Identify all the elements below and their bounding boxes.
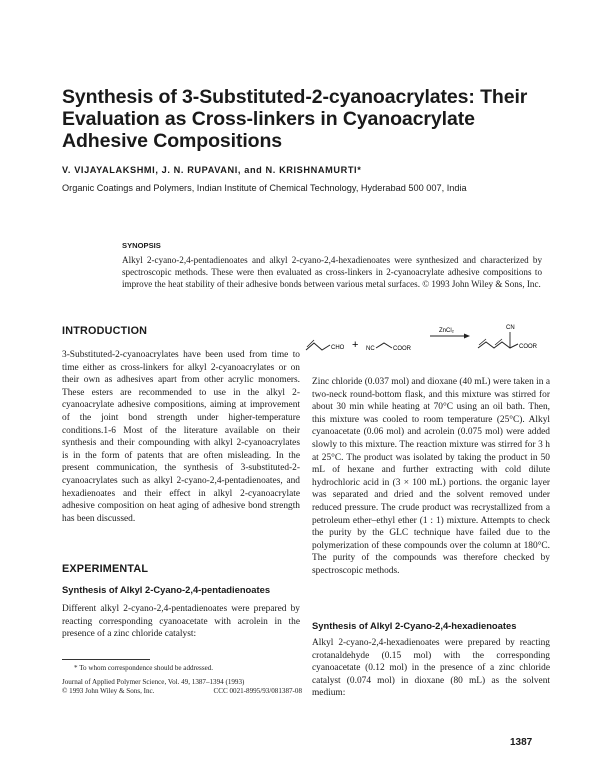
catalyst-label: ZnCl₂ [439,328,454,334]
author-list: V. VIJAYALAKSHMI, J. N. RUPAVANI, and N. KRISHNAMURTI* [62,165,362,175]
hexadienoates-text: Alkyl 2-cyano-2,4-hexadienoates were prepared by reacting crotanaldehyde (0.15 mol) with the corresponding cyanoacetate (0.12 mol) in the presence of a zinc chloride catalyst (0.074 mol) in dioxane (80 mL) as the solvent medium: [312,638,550,699]
cyanoacetate-ester-label: COOR [393,346,411,352]
introduction-heading: INTRODUCTION [62,325,148,337]
synopsis-heading: SYNOPSIS [122,241,161,250]
cyanoacetate-nc-label: NC [366,346,375,352]
journal-citation: Journal of Applied Polymer Science, Vol. 49, 1387–1394 (1993) [62,678,245,686]
introduction-text: 3-Substituted-2-cyanoacrylates have been used from time to time either as cross-linkers for alkyl 2-cyanoacrylates or on their own as adhesives apart from other acrylic monomers. These esters are recommended to use in the alkyl 2-cyanoacrylate adhesive compositions, aiming at improvement of the joint bond strength under higher-temperature conditions.1-6 Most of the literature available on their synthesis and their compounding with alkyl 2-cyanoacrylates is in the form of patents that are often misleading. In the present communication, the synthesis of 3-substituted-2-cyanoacrylates such as alkyl 2-cyano-2,4-pentadienoates, and hexadienoates and their effect in alkyl 2-cyanoacrylate adhesive composition on heat aging of adhesive bond strength has been discussed. [62,350,300,524]
product-ester-label: COOR [519,344,537,350]
plus-sign: + [352,339,359,351]
reaction-scheme [300,318,550,360]
ccc-code: CCC 0021-8995/93/081387-08 [213,687,302,695]
pentadienoates-subheading: Synthesis of Alkyl 2-Cyano-2,4-pentadienoates [62,584,271,595]
correspondence-note: * To whom correspondence should be addressed. [74,664,214,672]
copyright-line: © 1993 John Wiley & Sons, Inc. [62,687,155,695]
synopsis-text: Alkyl 2-cyano-2,4-pentadienoates and alkyl 2-cyano-2,4-hexadienoates were synthesized and characterized by spectroscopic methods. These were then evaluated as cross-linkers in 2-cyanoacrylate adhesive compositions to improve the heat stability of their adhesive bonds between various metal surfaces. © 1993 John Wiley & Sons, Inc. [122,255,542,289]
product-cn-label: CN [506,325,515,331]
footnote [62,664,302,696]
hexadienoates-section [312,637,550,700]
pentadienoates-text: Different alkyl 2-cyano-2,4-pentadienoates were prepared by reacting corresponding cyanoacetate with acrolein in the presence of a zinc chloride catalyst: [62,604,300,640]
paper-title: Synthesis of 3-Substituted-2-cyanoacrylates: Their Evaluation as Cross-linkers in Cyanoacrylate Adhesive Compositions [62,86,528,152]
procedure-text: Zinc chloride (0.037 mol) and dioxane (40 mL) were taken in a two-neck round-bottom flask, and this mixture was stirred for about 30 min while heating at 70°C using an oil bath. Then, this mixture was cooled to room temperature (25°C). Alkyl cyanoacetate (0.06 mol) and acrolein (0.075 mol) were added slowly to this mixture. The reaction mixture was stirred for 3 h at 25°C. The product was isolated by taking the product in 50 mL of hexane and further extracting with cold dilute hydrochloric acid in (3 × 100 mL) portions. the organic layer was separated and dried and the solvent removed under reduced pressure. The crude product was recrystallized from a petroleum ether–ethyl ether (1 : 1) mixture. Attempts to check the purity by the GLC technique have failed due to the polymerization of these compounds over the column at 180°C. The purity of the compounds was therefore checked by spectroscopic methods. [312,377,550,576]
pentadienoates-section [62,603,300,641]
hexadienoates-subheading: Synthesis of Alkyl 2-Cyano-2,4-hexadienoates [312,620,517,631]
cyanoacetate-structure [376,343,392,348]
footnote-divider [62,659,150,660]
page-number: 1387 [510,737,533,748]
procedure-section [312,376,550,578]
arrow-head [464,334,470,339]
introduction-section [62,349,300,525]
acrolein-cho-label: CHO [331,345,345,351]
experimental-heading: EXPERIMENTAL [62,563,149,575]
affiliation: Organic Coatings and Polymers, Indian Institute of Chemical Technology, Hyderabad 500 007, India [62,183,467,193]
